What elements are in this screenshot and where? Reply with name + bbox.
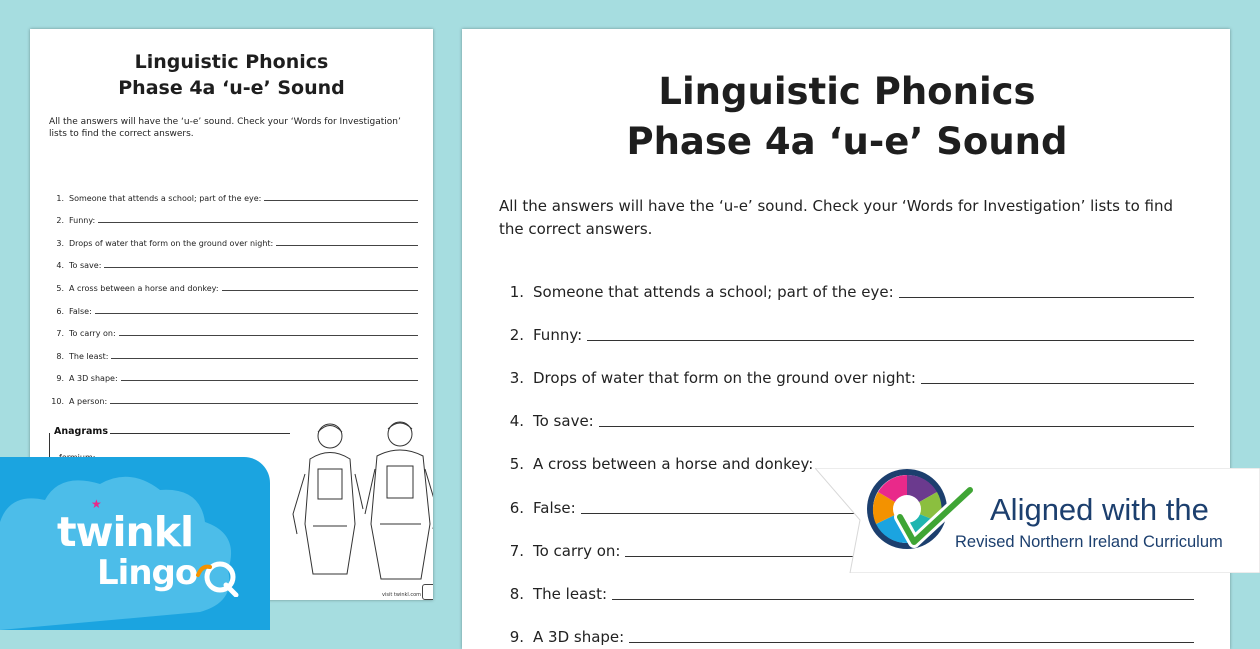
question-text: The least: <box>69 351 109 361</box>
question-number: 2. <box>56 216 64 226</box>
anagrams-heading: Anagrams <box>54 426 108 437</box>
speech-bubble-icon <box>192 555 240 597</box>
preview-question <box>46 383 418 406</box>
question-text: False: <box>69 306 92 316</box>
preview-title-line2: Phase 4a ‘u-e’ Sound <box>118 77 345 99</box>
worksheet-title-line2: Phase 4a ‘u-e’ Sound <box>626 120 1068 163</box>
question-number: 4. <box>509 412 524 431</box>
question-text: To save: <box>533 412 594 431</box>
question-text: To carry on: <box>533 541 621 560</box>
question-text: A person: <box>69 396 108 406</box>
intro-line2: the correct answers. <box>499 220 653 238</box>
police-officers-illustration <box>285 414 433 589</box>
question-text: A cross between a horse and donkey: <box>69 283 219 293</box>
question-row <box>500 603 1194 646</box>
lingo-logo-text: Lingo <box>97 553 198 593</box>
question-text: The least: <box>533 584 608 603</box>
question-list <box>500 258 1194 646</box>
question-number: 10. <box>51 396 64 406</box>
answer-line[interactable] <box>629 642 1194 643</box>
preview-question <box>46 316 418 339</box>
preview-title-line1: Linguistic Phonics <box>134 51 329 73</box>
question-text: False: <box>533 498 576 517</box>
answer-line <box>104 267 418 268</box>
preview-question-list <box>46 180 418 406</box>
aligned-heading: Aligned with the <box>990 492 1209 527</box>
question-row <box>500 387 1194 430</box>
twinkl-logo-text: twinkl <box>57 508 194 556</box>
question-text: Drops of water that form on the ground over night: <box>69 238 274 248</box>
question-number: 7. <box>509 541 524 560</box>
preview-question <box>46 338 418 361</box>
answer-line <box>98 222 418 223</box>
question-number: 1. <box>509 283 524 302</box>
question-number: 2. <box>509 326 524 345</box>
question-number: 3. <box>509 369 524 388</box>
question-row <box>500 344 1194 387</box>
preview-question <box>46 270 418 293</box>
question-number: 4. <box>56 261 64 271</box>
question-number: 8. <box>509 584 524 603</box>
worksheet-title-line1: Linguistic Phonics <box>658 70 1036 113</box>
question-row <box>500 301 1194 344</box>
question-number: 3. <box>56 238 64 248</box>
preview-question <box>46 361 418 384</box>
answer-line <box>110 403 418 404</box>
answer-line <box>111 358 418 359</box>
question-text: Someone that attends a school; part of the eye: <box>69 193 262 203</box>
footer-text: visit twinkl.com <box>382 592 422 598</box>
answer-line <box>276 245 418 246</box>
preview-question <box>46 180 418 203</box>
question-number: 5. <box>56 283 64 293</box>
answer-line[interactable] <box>587 340 1194 341</box>
question-text: Someone that attends a school; part of the eye: <box>533 283 894 302</box>
preview-intro: All the answers will have the ‘u-e’ sound. Check your ‘Words for Investigation’ lists to find the correct answers. <box>49 117 401 139</box>
preview-question <box>46 248 418 271</box>
answer-line <box>264 200 418 201</box>
question-text: A 3D shape: <box>69 374 118 384</box>
star-icon: ★ <box>91 497 102 511</box>
answer-line[interactable] <box>599 426 1194 427</box>
answer-line[interactable] <box>899 297 1194 298</box>
question-number: 5. <box>509 455 524 474</box>
curriculum-name: Revised Northern Ireland Curriculum <box>955 533 1223 551</box>
answer-line <box>119 335 418 336</box>
question-number: 6. <box>56 306 64 316</box>
question-text: To carry on: <box>69 329 116 339</box>
question-number: 9. <box>56 374 64 384</box>
question-number: 9. <box>509 627 524 646</box>
preview-question <box>46 225 418 248</box>
question-text: A cross between a horse and donkey: <box>533 455 814 474</box>
twinkl-mini-logo-icon <box>422 584 433 600</box>
question-row <box>500 258 1194 301</box>
answer-line[interactable] <box>612 599 1194 600</box>
answer-line <box>95 313 418 314</box>
question-text: Drops of water that form on the ground over night: <box>533 369 916 388</box>
intro-line1: All the answers will have the ‘u-e’ sound. Check your ‘Words for Investigation’ lists to find <box>499 197 1174 215</box>
answer-line <box>222 290 418 291</box>
question-text: Funny: <box>69 216 96 226</box>
worksheet-intro <box>499 195 1199 241</box>
question-number: 6. <box>509 498 524 517</box>
answer-line[interactable] <box>921 383 1194 384</box>
question-number: 8. <box>56 351 64 361</box>
question-row <box>500 430 1194 473</box>
question-text: A 3D shape: <box>533 627 625 646</box>
question-number: 7. <box>56 329 64 339</box>
answer-line <box>121 380 418 381</box>
question-text: Funny: <box>533 326 583 345</box>
question-text: To save: <box>69 261 102 271</box>
preview-question <box>46 203 418 226</box>
question-number: 1. <box>56 193 64 203</box>
preview-question <box>46 293 418 316</box>
